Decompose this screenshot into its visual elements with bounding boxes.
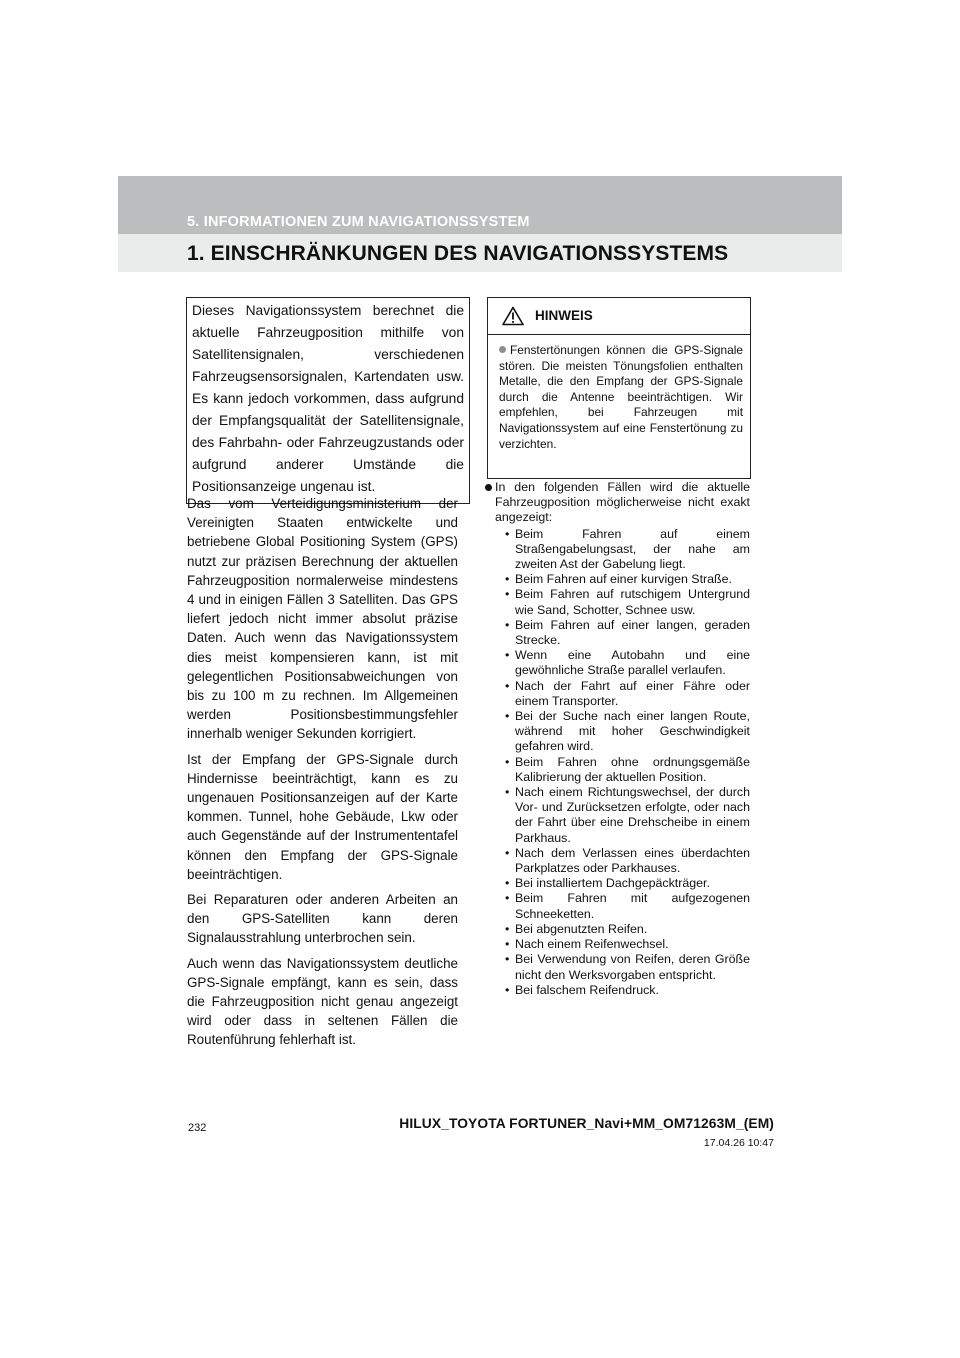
- document-code: HILUX_TOYOTA FORTUNER_Navi+MM_OM71263M_(EM): [399, 1116, 774, 1131]
- list-item: [505, 891, 750, 921]
- list-item-text: Bei installiertem Dachgepäckträger.: [515, 876, 710, 891]
- list-item-text: Bei Verwendung von Reifen, deren Größe nicht den Werksvorgaben entspricht.: [515, 952, 750, 982]
- paragraph-obstacles: Ist der Empfang der GPS-Signale durch Hindernisse beeinträchtigt, kann es zu ungenauen Positionsanzeigen auf der Karte kommen. Tunnel, hohe Gebäude, Lkw oder auch Gegenstände auf der Instrumententafel können den Empfang der GPS-Signale beeinträchtigen.: [187, 751, 458, 882]
- list-item: [505, 846, 750, 876]
- sub-bullet: •: [505, 709, 510, 724]
- hint-body: [499, 343, 743, 452]
- conditions-list: [485, 480, 750, 998]
- list-item-text: Beim Fahren auf einem Straßengabelungsast, der nahe am zweiten Ast der Gabelung liegt.: [515, 526, 750, 572]
- right-column: [485, 480, 750, 998]
- list-item-text: Bei abgenutzten Reifen.: [515, 921, 648, 936]
- list-item: [505, 952, 750, 982]
- sub-bullet: •: [505, 891, 510, 906]
- conditions-sublist: [505, 527, 750, 998]
- list-item: [505, 876, 750, 891]
- sub-bullet: •: [505, 952, 510, 967]
- list-item: [505, 785, 750, 846]
- list-item: [505, 527, 750, 573]
- intro-text: Dieses Navigationssystem berechnet die aktuelle Fahrzeugposition mithilfe von Satellitensignalen, verschiedenen Fahrzeugsensorsignalen, Kartendaten usw. Es kann jedoch vorkommen, dass aufgrund der Empfangsqualität der Satellitensignale, des Fahrbahn- oder Fahrzeugzustands oder aufgrund anderer Umstände die Positionsanzeige ungenau ist.: [192, 303, 464, 494]
- list-item-text: Nach einem Richtungswechsel, der durch Vor- und Zurücksetzen erfolgte, oder nach der Fahrt über eine Drehscheibe in einem Parkhaus.: [515, 785, 750, 845]
- sub-bullet: •: [505, 678, 510, 693]
- paragraph-gps: Das vom Verteidigungsministerium der Vereinigten Staaten entwickelte und betriebene Global Positioning System (GPS) nutzt zur präzisen Berechnung der aktuellen Fahrzeugposition normalerweise mindestens 4 und in einigen Fällen 3 Satelliten. Das GPS liefert jedoch nicht immer absolut präzise Daten. Auch wenn das Navigationssystem dies meist kompensieren kann, ist mit gelegentlichen Positionsabweichungen von bis zu 100 m zu rechnen. Im Allgemeinen werden Positionsbestimmungsfehler innerhalb weniger Sekunden korrigiert.: [187, 496, 458, 742]
- list-item-text: Beim Fahren ohne ordnungsgemäße Kalibrierung der aktuellen Position.: [515, 754, 750, 784]
- list-item: [505, 709, 750, 755]
- sub-bullet: •: [505, 572, 510, 587]
- list-item-text: Nach dem Verlassen eines überdachten Parkplatzes oder Parkhauses.: [515, 845, 750, 876]
- section-title: 5. INFORMATIONEN ZUM NAVIGATIONSSYSTEM: [187, 214, 530, 230]
- sub-bullet: •: [505, 526, 510, 541]
- intro-box: [186, 297, 470, 504]
- list-item-text: Beim Fahren mit aufgezogenen Schneeketten.: [515, 891, 750, 921]
- list-item: [505, 937, 750, 952]
- list-item-text: Wenn eine Autobahn und eine gewöhnliche Straße parallel verlaufen.: [515, 648, 750, 678]
- list-item: [505, 922, 750, 937]
- list-item: [505, 679, 750, 709]
- sub-bullet: •: [505, 937, 510, 952]
- warning-triangle-icon: [502, 306, 524, 326]
- sub-bullet: •: [505, 754, 510, 769]
- sub-bullet: •: [505, 921, 510, 936]
- print-timestamp: 17.04.26 10:47: [703, 1137, 774, 1149]
- hint-title: HINWEIS: [535, 308, 593, 323]
- list-item: [505, 755, 750, 785]
- header-band: [118, 176, 842, 272]
- bullet-dot-icon: [499, 346, 506, 353]
- hint-header: [488, 298, 750, 335]
- list-item: [505, 572, 750, 587]
- sub-bullet: •: [505, 845, 510, 860]
- sub-bullet: •: [505, 587, 510, 602]
- list-item-text: Beim Fahren auf einer kurvigen Straße.: [515, 572, 732, 587]
- conditions-lead: In den folgenden Fällen wird die aktuelle Fahrzeugposition möglicherweise nicht exakt angezeigt:: [495, 480, 750, 525]
- paragraph-inaccuracy: Auch wenn das Navigationssystem deutliche GPS-Signale empfängt, kann es sein, dass die Fahrzeugposition nicht genau angezeigt wird oder dass in seltenen Fällen die Routenführung fehlerhaft ist.: [187, 955, 458, 1048]
- left-column: [187, 494, 458, 1056]
- sub-bullet: •: [505, 648, 510, 663]
- hint-text: Fenstertönungen können die GPS-Signale stören. Die meisten Tönungsfolien enthalten Metalle, die den Empfang der GPS-Signale durch die Antenne beeinträchtigen. Wir empfehlen, bei Fahrzeugen mit Navigationssystem auf eine Fenstertönung zu verzichten.: [499, 343, 743, 451]
- list-item-text: Beim Fahren auf einer langen, geraden Strecke.: [515, 617, 750, 648]
- hint-box: [487, 297, 751, 479]
- list-item-text: Nach einem Reifenwechsel.: [515, 937, 669, 952]
- list-item: [505, 983, 750, 998]
- list-item: [505, 618, 750, 648]
- bullet-dot-icon: [485, 484, 492, 491]
- list-item-text: Nach der Fahrt auf einer Fähre oder einem Transporter.: [515, 678, 750, 708]
- list-item-text: Bei falschem Reifendruck.: [515, 982, 659, 997]
- page-number: 232: [188, 1122, 207, 1134]
- list-item: [505, 648, 750, 678]
- sub-bullet: •: [505, 876, 510, 891]
- sub-bullet: •: [505, 785, 510, 800]
- list-item-text: Bei der Suche nach einer langen Route, während mit hoher Geschwindigkeit gefahren wird.: [515, 709, 750, 754]
- list-item: [505, 587, 750, 617]
- paragraph-repairs: Bei Reparaturen oder anderen Arbeiten an den GPS-Satelliten kann deren Signalausstrahlung unterbrochen sein.: [187, 892, 458, 946]
- chapter-title: 1. EINSCHRÄNKUNGEN DES NAVIGATIONSSYSTEMS: [187, 242, 729, 265]
- sub-bullet: •: [505, 982, 510, 997]
- sub-bullet: •: [505, 617, 510, 632]
- list-item-text: Beim Fahren auf rutschigem Untergrund wie Sand, Schotter, Schnee usw.: [515, 587, 750, 617]
